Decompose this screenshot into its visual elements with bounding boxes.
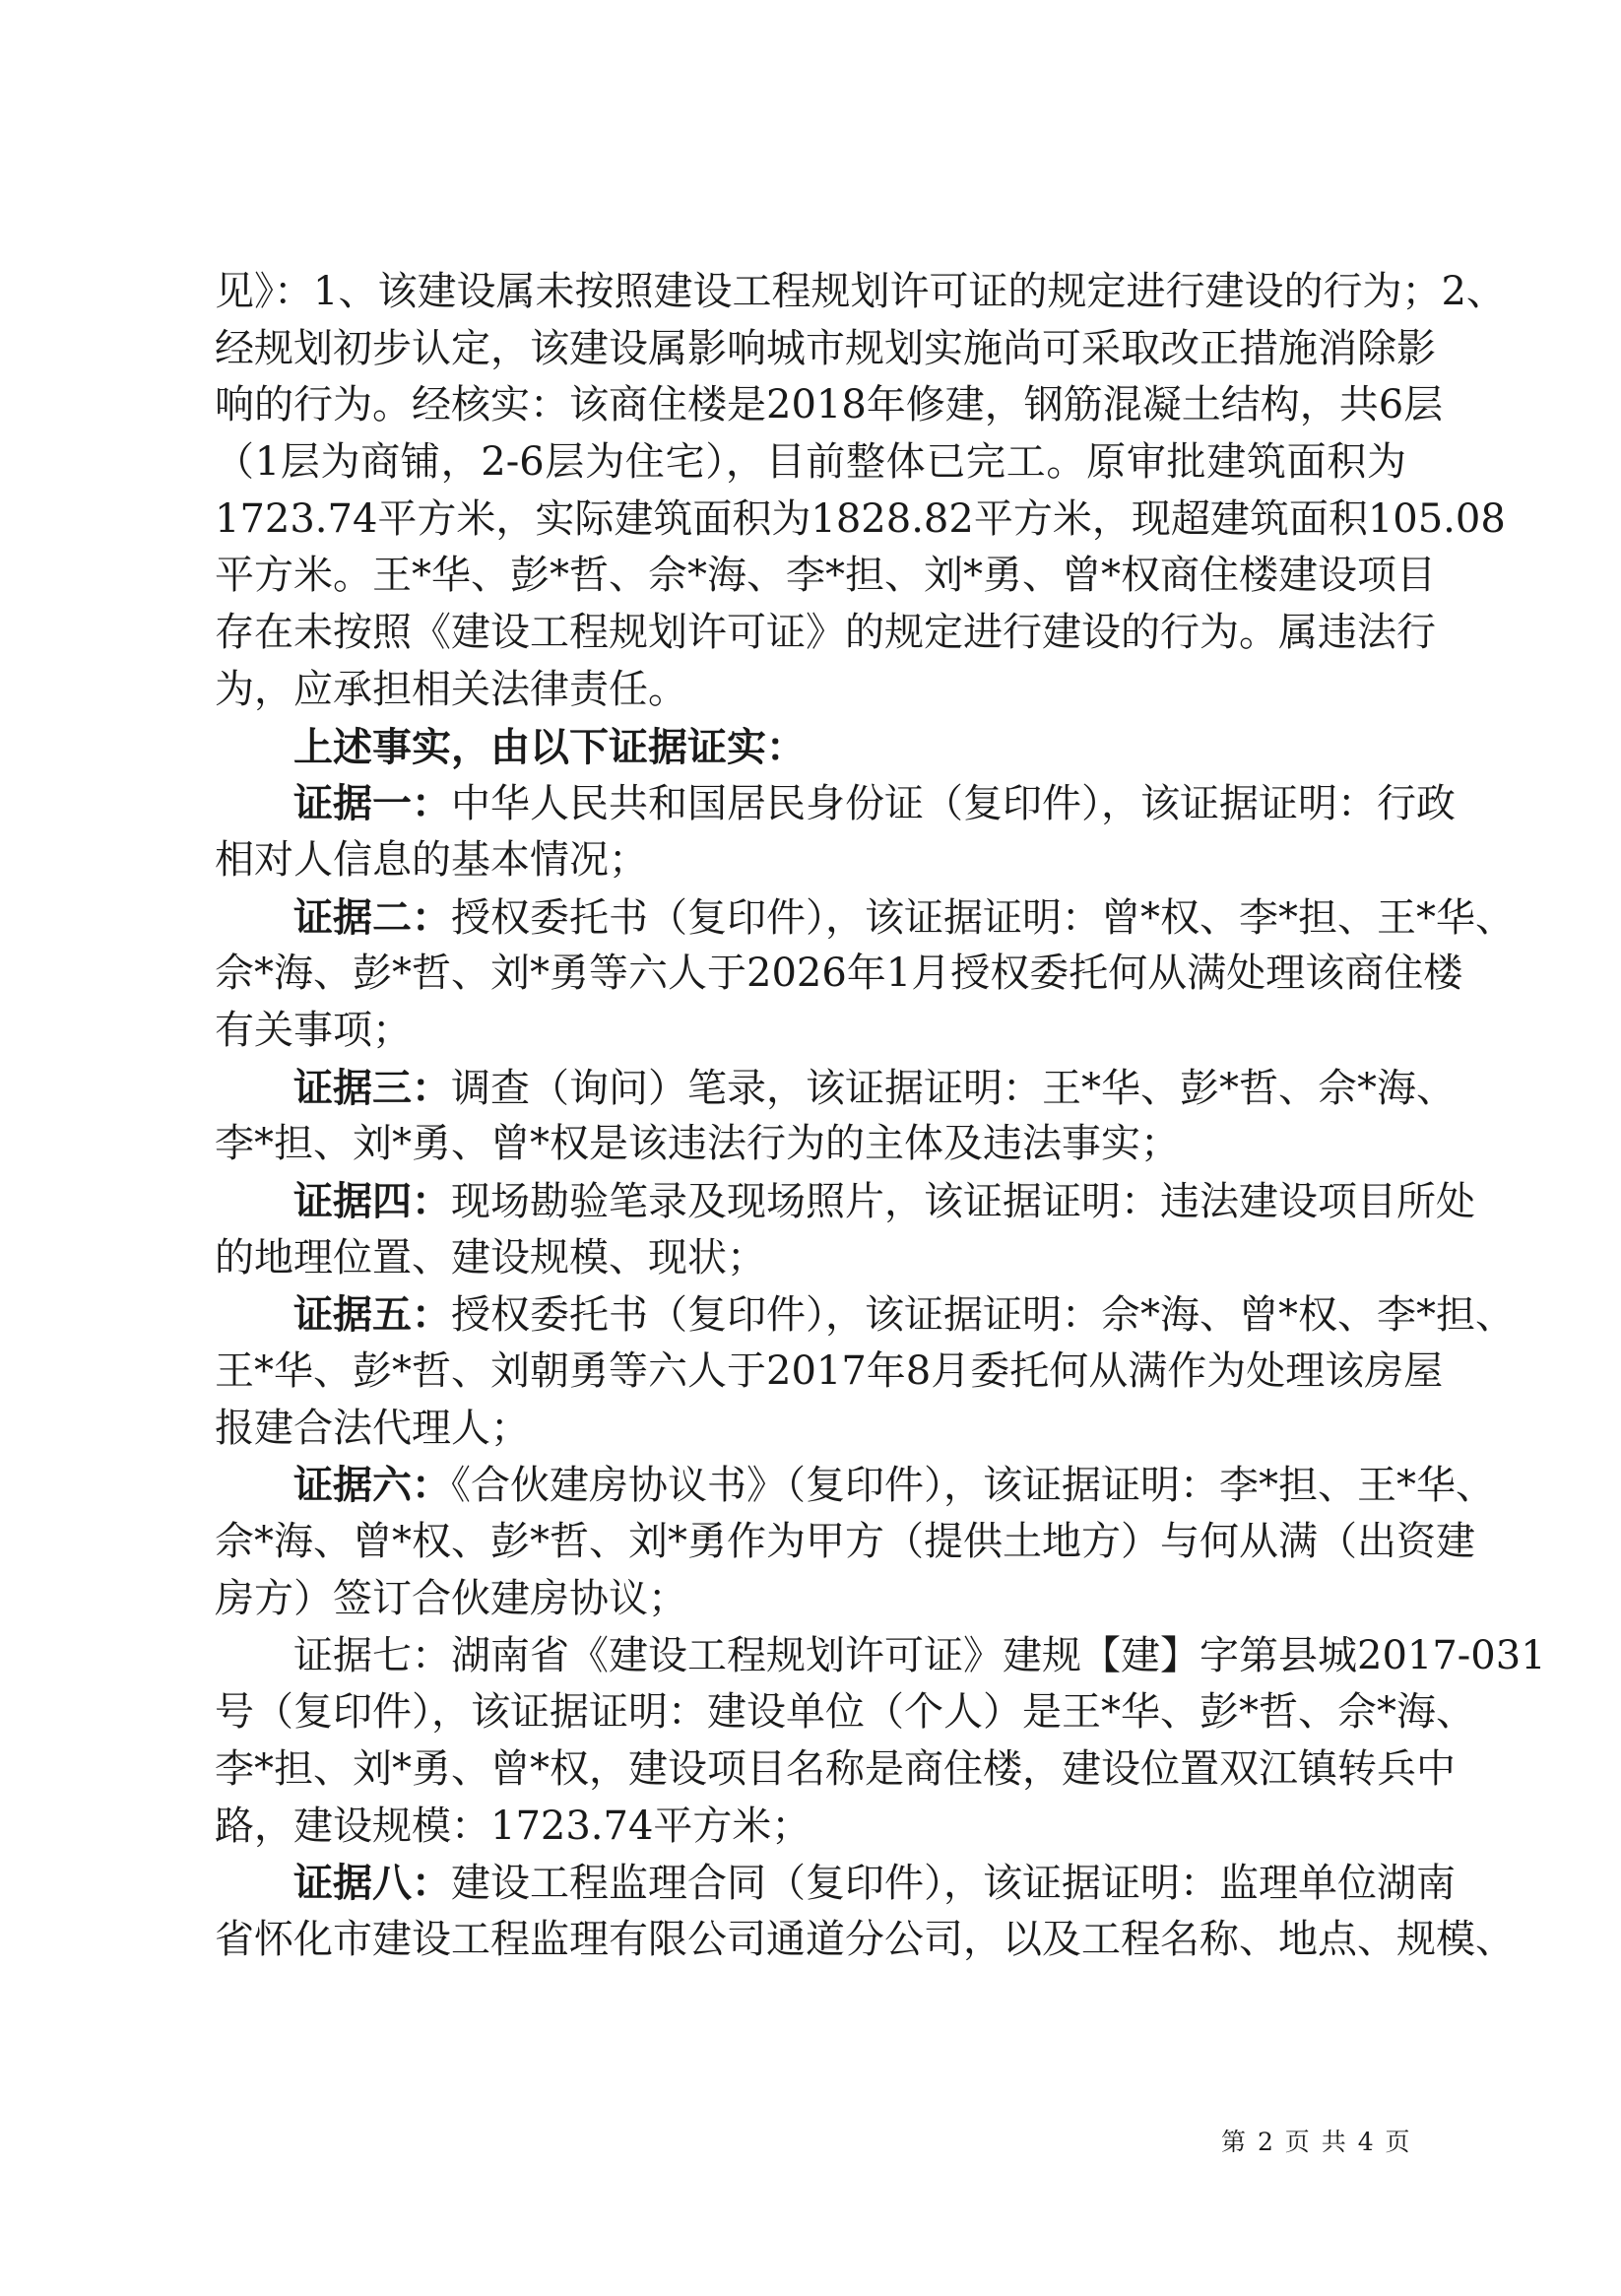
evidence-label: 证据六： [293, 1462, 451, 1509]
evidence-7-line: 号（复印件），该证据证明：建设单位（个人）是王*华、彭*哲、佘*海、 [215, 1689, 1475, 1736]
evidence-6-line: 佘*海、曾*权、彭*哲、刘*勇作为甲方（提供土地方）与何从满（出资建 [215, 1519, 1475, 1565]
evidence-label: 证据二： [293, 893, 451, 941]
body-line: 平方米。王*华、彭*哲、佘*海、李*担、刘*勇、曾*权商住楼建设项目 [215, 553, 1436, 599]
evidence-label: 证据四： [293, 1178, 451, 1224]
evidence-7-line: 证据七：湖南省《建设工程规划许可证》建规【建】字第县城2017-031 [293, 1632, 1546, 1678]
evidence-5-line: 王*华、彭*哲、刘朝勇等六人于2017年8月委托何从满作为处理该房屋 [215, 1348, 1444, 1395]
evidence-1-line: 相对人信息的基本情况； [215, 836, 648, 883]
body-line: 1723.74平方米，实际建筑面积为1828.82平方米，现超建筑面积105.08 [215, 495, 1506, 542]
evidence-5-line: 报建合法代理人； [215, 1405, 530, 1451]
evidence-heading [215, 719, 1406, 776]
evidence-label: 证据五： [293, 1291, 451, 1339]
body-line: 经规划初步认定，该建设属影响城市规划实施尚可采取改正措施消除影 [215, 325, 1436, 371]
evidence-label: 证据三： [293, 1064, 451, 1111]
body-line: （1层为商铺，2-6层为住宅），目前整体已完工。原审批建筑面积为 [215, 439, 1406, 486]
evidence-7-line: 路，建设规模：1723.74平方米； [215, 1803, 811, 1849]
body-line: 存在未按照《建设工程规划许可证》的规定进行建设的行为。属违法行 [215, 610, 1436, 656]
evidence-8-line: 省怀化市建设工程监理有限公司通道分公司，以及工程名称、地点、规模、 [215, 1916, 1515, 1962]
evidence-3-line: 证据三：调查（询问）笔录，该证据证明：王*华、彭*哲、佘*海、 [293, 1064, 1456, 1111]
evidence-label: 证据八： [293, 1860, 451, 1907]
page-number-footer: 第 2 页 共 4 页 [1221, 2128, 1412, 2156]
evidence-1-line: 证据一：中华人民共和国居民身份证（复印件），该证据证明：行政 [293, 780, 1456, 827]
evidence-label: 证据七： [293, 1632, 451, 1678]
evidence-heading-text: 上述事实，由以下证据证实： [293, 723, 806, 770]
document-body [215, 264, 1546, 1969]
evidence-2-line: 证据二：授权委托书（复印件），该证据证明：曾*权、李*担、王*华、 [293, 893, 1515, 941]
evidence-6-line: 房方）签订合伙建房协议； [215, 1575, 687, 1621]
evidence-2-line: 有关事项； [215, 1007, 412, 1053]
evidence-4-line: 证据四：现场勘验笔录及现场照片，该证据证明：违法建设项目所处 [293, 1178, 1475, 1224]
evidence-5-line: 证据五：授权委托书（复印件），该证据证明：佘*海、曾*权、李*担、 [293, 1291, 1515, 1339]
evidence-6-line: 证据六：《合伙建房协议书》（复印件），该证据证明：李*担、王*华、 [293, 1462, 1495, 1509]
body-line: 为，应承担相关法律责任。 [215, 666, 687, 712]
evidence-8-line: 证据八：建设工程监理合同（复印件），该证据证明：监理单位湖南 [293, 1860, 1456, 1907]
evidence-2-line: 佘*海、彭*哲、刘*勇等六人于2026年1月授权委托何从满处理该商住楼 [215, 951, 1463, 997]
evidence-7-line: 李*担、刘*勇、曾*权，建设项目名称是商住楼，建设位置双江镇转兵中 [215, 1745, 1456, 1792]
evidence-4-line: 的地理位置、建设规模、现状； [215, 1234, 766, 1280]
evidence-label: 证据一： [293, 780, 451, 827]
body-line: 响的行为。经核实：该商住楼是2018年修建，钢筋混凝土结构，共6层 [215, 382, 1444, 428]
body-line: 见》：1、该建设属未按照建设工程规划许可证的规定进行建设的行为；2、 [215, 269, 1506, 314]
evidence-3-line: 李*担、刘*勇、曾*权是该违法行为的主体及违法事实； [215, 1121, 1180, 1167]
